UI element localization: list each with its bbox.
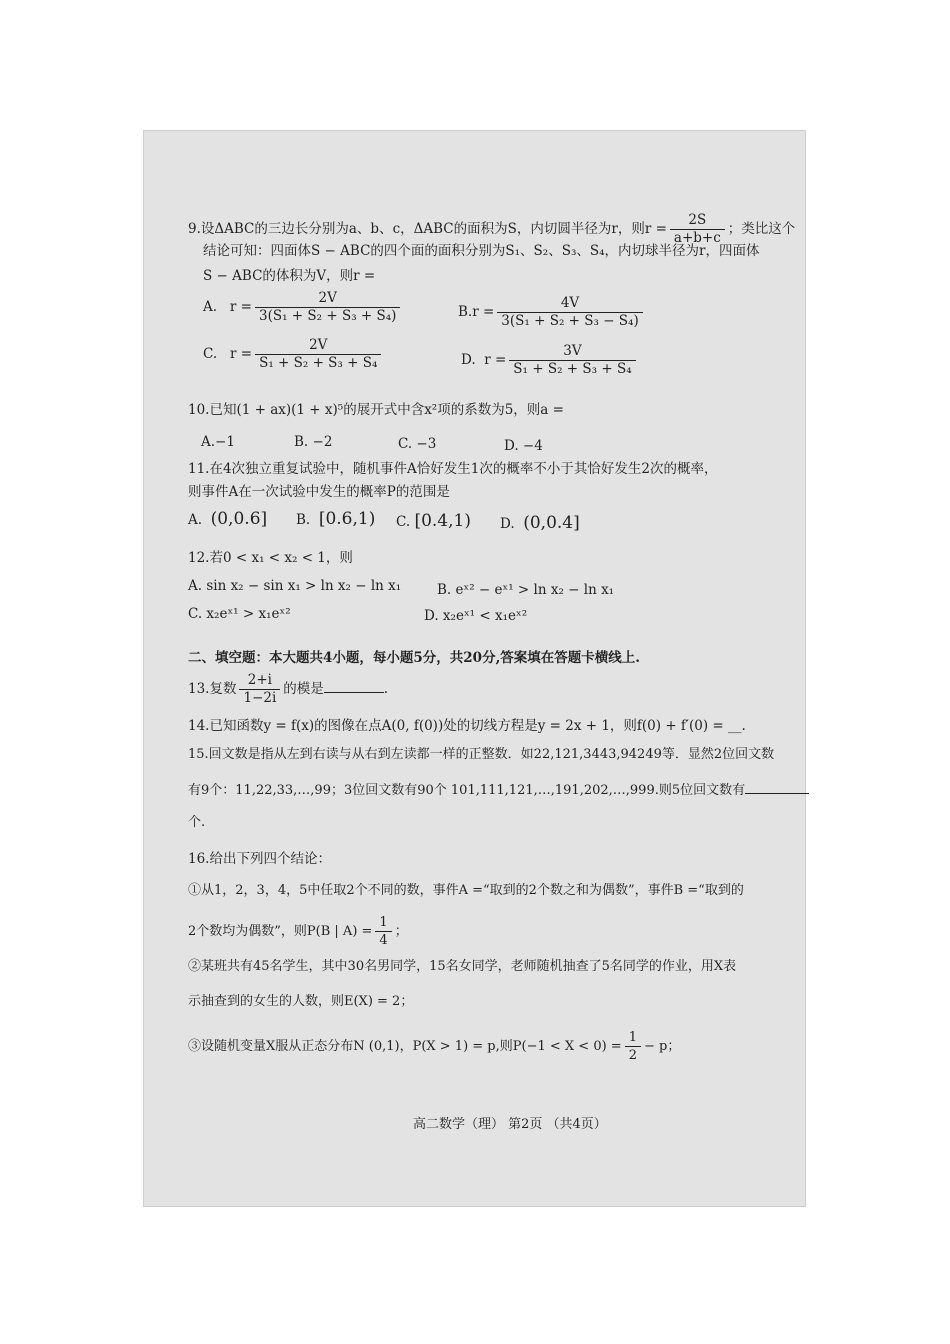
q9-option-a[interactable]: A. r = $\frac{2V}{\text{3(S₁ + S₂ + S₃ + S₄)}}$: [203, 290, 403, 325]
q13: 13.复数 $\frac{2+i}{1-2i}$ 的模是 .: [188, 672, 389, 706]
q10-stem: 10.已知(1 + ax)(1 + x)⁵的展开式中含x²项的系数为5，则a =: [188, 402, 564, 418]
q10-option-c[interactable]: C. −3: [398, 436, 437, 452]
q11-option-c[interactable]: C. [0.4,1): [396, 511, 471, 531]
q9-line1-text: 9.设ΔABC的三边长分别为a、b、c，ΔABC的面积为S，内切圆半径为r，则r =: [188, 221, 667, 237]
q9-line3: S − ABC的体积为V，则r =: [203, 268, 376, 284]
q11-line1: 11.在4次独立重复试验中，随机事件A恰好发生1次的概率不小于其恰好发生2次的概率，: [188, 461, 718, 477]
q12-option-d[interactable]: D. x₂eˣ¹ < x₁eˣ²: [424, 608, 528, 624]
q16-conclusion1-line2: 2个数均为偶数”，则P(B | A) = $\frac{1}{4}$ ；: [188, 915, 408, 948]
q16-conclusion1-line1: ①从1，2，3，4，5中任取2个不同的数，事件A =“取到的2个数之和为偶数”，事件B =“取到的: [188, 883, 744, 898]
q15-line1: 15.回文数是指从左到右读与从右到左读都一样的正整数．如22,121,3443,94249等．显然2位回文数: [188, 747, 775, 762]
q9-fraction: $\frac{2S}{a+b+c}$: [670, 212, 725, 247]
q11-option-b[interactable]: B. [0.6,1): [296, 509, 376, 529]
q15-answer-blank[interactable]: [745, 780, 809, 794]
q9-line1: 9.设ΔABC的三边长分别为a、b、c，ΔABC的面积为S，内切圆半径为r，则r = $\frac{2S}{a+b+c}$ ；类比这个: [188, 212, 796, 246]
q16-conclusion2-line2: 示抽查到的女生的人数，则E(X) = 2；: [188, 994, 414, 1009]
q12-option-c[interactable]: C. x₂eˣ¹ > x₁eˣ²: [188, 606, 291, 622]
q16-stem: 16.给出下列四个结论：: [188, 851, 331, 867]
page-footer: 高二数学（理） 第2页 （共4页）: [413, 1117, 607, 1132]
q10-option-d[interactable]: D. −4: [504, 438, 543, 454]
section-fill-in-heading: 二、填空题：本大题共4小题，每小题5分，共20分,答案填在答题卡横线上.: [188, 650, 640, 666]
q9-option-c[interactable]: C. r = $\frac{2V}{\text{S₁ + S₂ + S₃ + S₄}}$: [203, 337, 384, 372]
q14: 14.已知函数y = f(x)的图像在点A(0, f(0))处的切线方程是y = 2x + 1，则f(0) + f′(0) = __.: [188, 718, 746, 734]
q12-option-b[interactable]: B. eˣ² − eˣ¹ > ln x₂ − ln x₁: [437, 582, 615, 598]
q11-option-d[interactable]: D. (0,0.4]: [500, 513, 580, 533]
q16-conclusion2-line1: ②某班共有45名学生，其中30名男同学，15名女同学，老师随机抽查了5名同学的作业，用X表: [188, 959, 737, 974]
q10-option-a[interactable]: A.−1: [201, 434, 235, 450]
q15-line2: 有9个：11,22,33,…,99；3位回文数有90个 101,111,121,…,191,202,…,999.则5位回文数有: [188, 780, 809, 800]
q15-line3: 个.: [188, 815, 206, 830]
q12-option-a[interactable]: A. sin x₂ − sin x₁ > ln x₂ − ln x₁: [188, 578, 402, 594]
q11-line2: 则事件A在一次试验中发生的概率P的范围是: [188, 484, 450, 500]
q9-line2: 结论可知：四面体S − ABC的四个面的面积分别为S₁、S₂、S₃、S₄，内切球半径为r，四面体: [203, 243, 760, 259]
q9-option-d[interactable]: D. r = $\frac{3V}{\text{S₁ + S₂ + S₃ + S₄}}$: [461, 343, 639, 378]
q13-answer-blank[interactable]: [324, 679, 384, 693]
q11-option-a[interactable]: A. (0,0.6]: [188, 509, 268, 529]
q16-conclusion3: ③设随机变量X服从正态分布N (0,1)，P(X > 1) = p,则P(−1 < X < 0) = $\frac{1}{2}$ − p；: [188, 1030, 681, 1063]
q10-option-b[interactable]: B. −2: [294, 434, 333, 450]
q9-option-b[interactable]: B.r = $\frac{4V}{\text{3(S₁ + S₂ + S₃ − S₄)}}$: [458, 295, 646, 330]
q12-stem: 12.若0 < x₁ < x₂ < 1，则: [188, 550, 353, 566]
